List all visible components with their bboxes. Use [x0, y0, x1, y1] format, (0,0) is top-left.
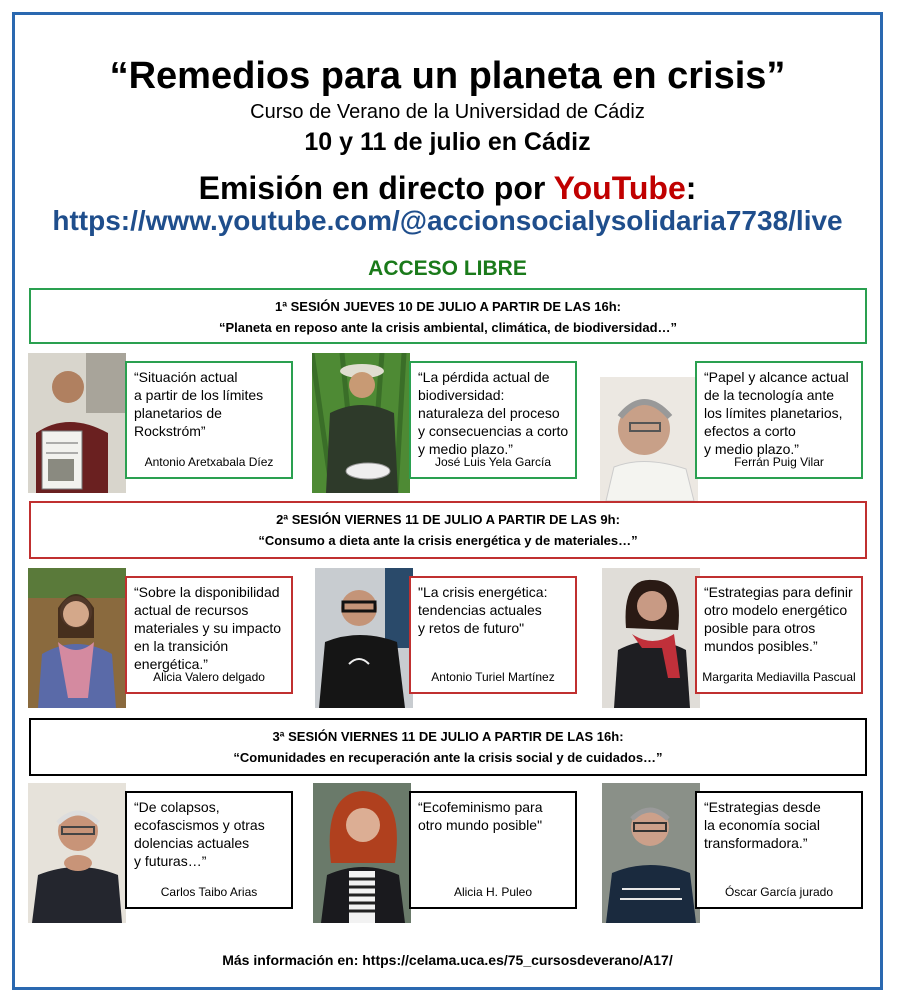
talk-card [409, 576, 577, 694]
talk-card [409, 791, 577, 909]
talk-card [695, 361, 863, 479]
talk-quote: "La crisis energética: tendencias actuales y retos de futuro" [418, 584, 548, 636]
talk-card [125, 361, 293, 479]
session-1-banner [29, 288, 867, 344]
talk-quote: “Estrategias para definir otro modelo energético posible para otros mundos posibles.” [704, 584, 853, 654]
youtube-live-link[interactable]: https://www.youtube.com/@accionsocialysolidaria7738/live [52, 205, 843, 236]
talk-card [409, 361, 577, 479]
session-title: 3ª SESIÓN VIERNES 11 DE JULIO A PARTIR DE LAS 16h: [272, 729, 624, 744]
talk-quote: “Estrategias desde la economía social transformadora.” [704, 799, 821, 851]
talk-quote: “Situación actual a partir de los límites planetarios de Rockstróm” [134, 369, 264, 439]
subtitle: Curso de Verano de la Universidad de Cádiz [250, 101, 645, 123]
speaker-name: Alicia Valero delgado [153, 670, 265, 684]
poster-frame [12, 12, 883, 990]
live-stream-heading [15, 170, 880, 207]
speaker-photo-aretxabala [28, 353, 126, 493]
speaker-photo-turiel [315, 568, 413, 708]
session-theme: “Consumo a dieta ante la crisis energética y de materiales…” [258, 533, 638, 548]
talk-quote: “La pérdida actual de biodiversidad: naturaleza del proceso y consecuencias a corto y medio plazo.” [418, 369, 569, 457]
more-info-link[interactable]: Más información en: https://celama.uca.es/75_cursosdeverano/A17/ [222, 952, 673, 968]
page-title: “Remedios para un planeta en crisis” [109, 55, 786, 97]
speaker-name: Ferrán Puig Vilar [734, 455, 824, 469]
session-title: 2ª SESIÓN VIERNES 11 DE JULIO A PARTIR DE LAS 9h: [276, 512, 620, 527]
speaker-photo-yela [312, 353, 410, 493]
session-3-banner [29, 718, 867, 776]
session-title: 1ª SESIÓN JUEVES 10 DE JULIO A PARTIR DE LAS 16h: [274, 299, 622, 314]
speaker-name: José Luis Yela García [434, 455, 552, 469]
speaker-name: Antonio Turiel Martínez [431, 670, 555, 684]
talk-card [125, 791, 293, 909]
talk-card [695, 791, 863, 909]
session-theme: “Comunidades en recuperación ante la crisis social y de cuidados…” [233, 750, 663, 765]
speaker-name: Antonio Aretxabala Díez [144, 455, 274, 469]
talk-card [695, 576, 863, 694]
talk-quote: “De colapsos, ecofascismos y otras dolencias actuales y futuras…” [134, 799, 265, 869]
speaker-photo-taibo [28, 783, 126, 923]
session-2-banner [29, 501, 867, 559]
speaker-name: Alicia H. Puleo [453, 885, 533, 899]
event-dates: 10 y 11 de julio en Cádiz [304, 128, 591, 156]
emission-prefix: Emisión en directo por [198, 170, 554, 206]
speaker-photo-mediavilla [602, 568, 700, 708]
speaker-name: Margarita Mediavilla Pascual [702, 670, 856, 684]
talk-card [125, 576, 293, 694]
speaker-name: Carlos Taibo Arias [160, 885, 258, 899]
talk-quote: “Sobre la disponibilidad actual de recursos materiales y su impacto en la transición energética.” [134, 584, 282, 672]
speaker-name: Óscar García jurado [724, 885, 834, 899]
speaker-photo-puig [600, 369, 698, 509]
speaker-photo-valero [28, 568, 126, 708]
session-theme: “Planeta en reposo ante la crisis ambiental, climática, de biodiversidad…” [218, 320, 678, 335]
youtube-label: YouTube [553, 170, 686, 206]
free-access-label: ACCESO LIBRE [368, 257, 527, 280]
emission-suffix: : [685, 170, 697, 206]
speaker-photo-garcia [602, 783, 700, 923]
talk-quote: “Ecofeminismo para otro mundo posible" [418, 799, 543, 833]
speaker-photo-puleo [313, 783, 411, 923]
talk-quote: “Papel y alcance actual de la tecnología ante los límites planetarios, efectos a corto y medio plazo.” [704, 369, 849, 457]
